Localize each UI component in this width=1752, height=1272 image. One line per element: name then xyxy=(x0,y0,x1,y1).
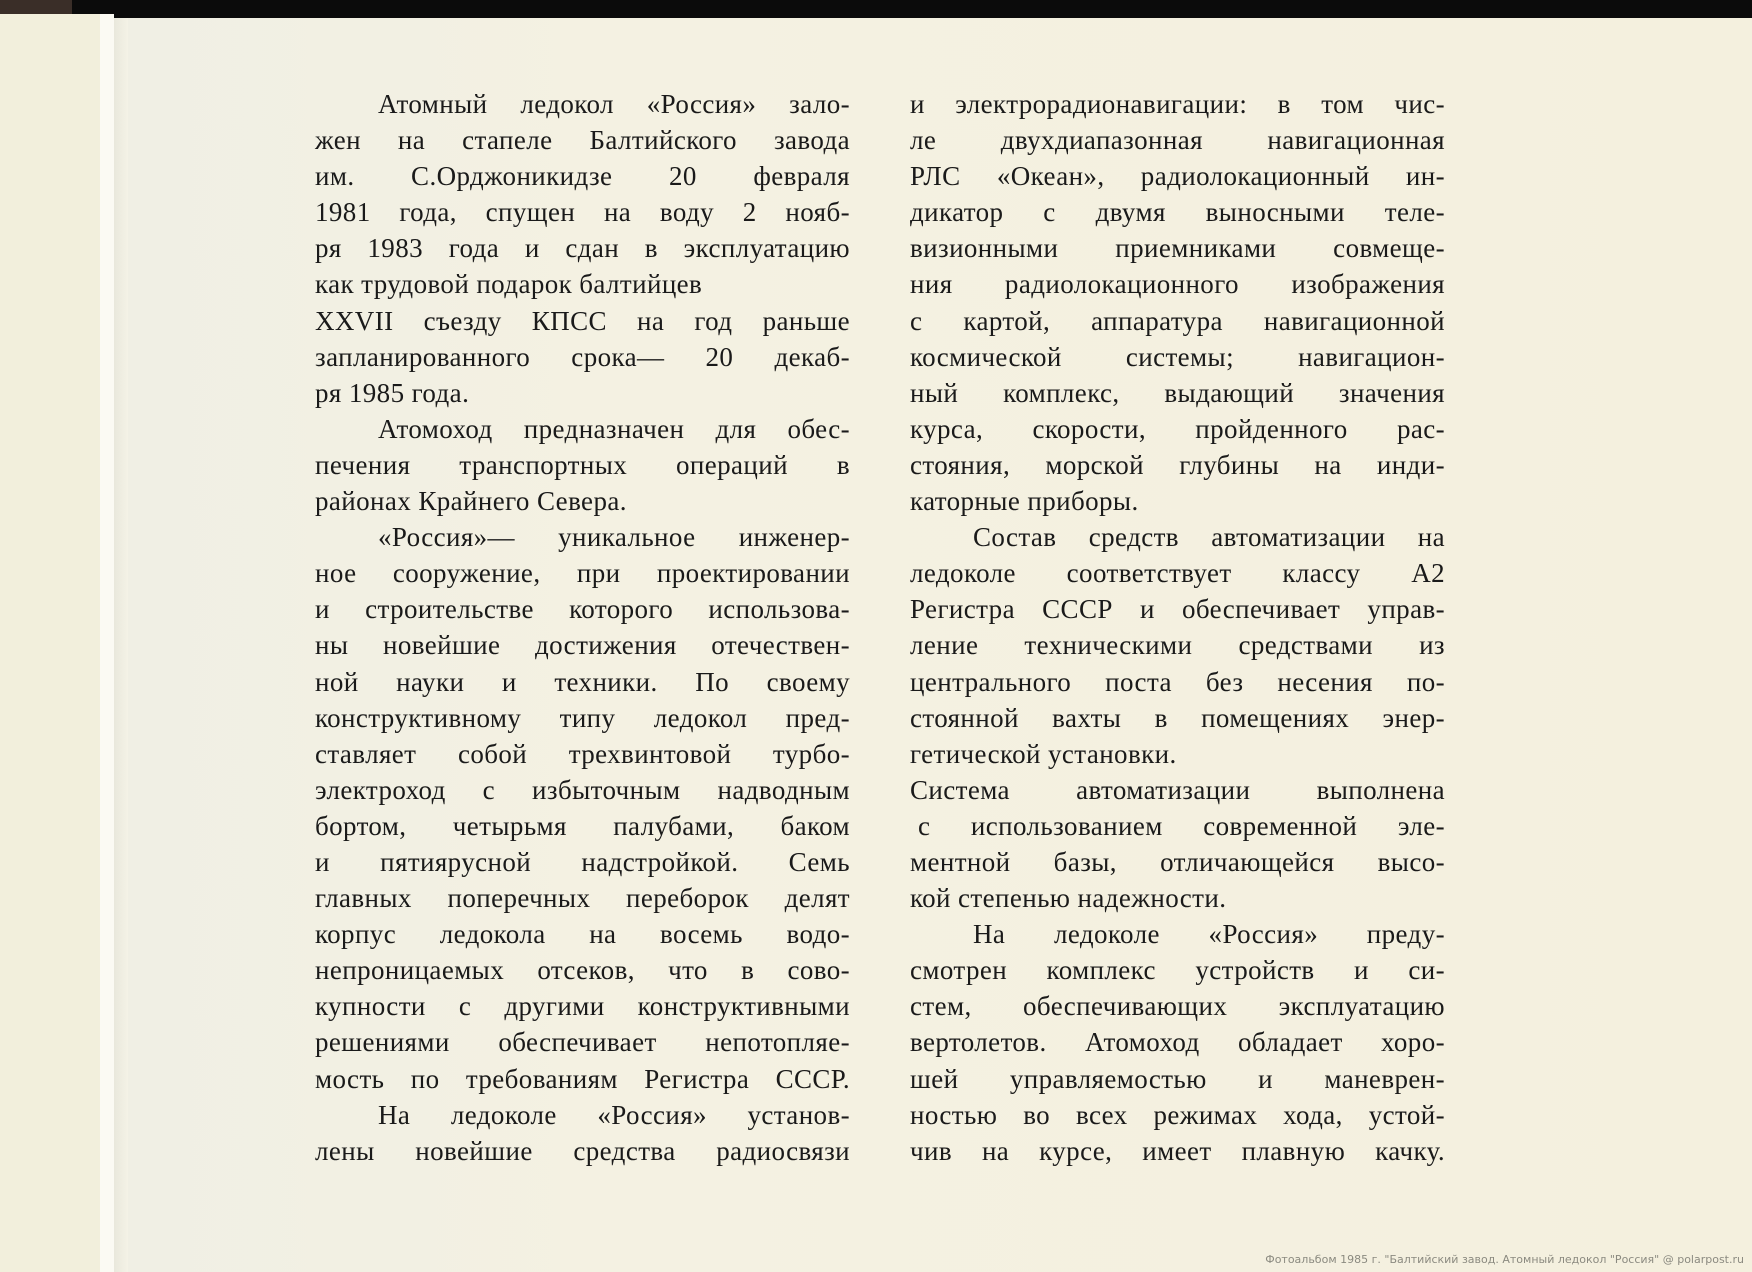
page-edge-highlight xyxy=(100,14,114,1272)
text-line: как трудовой подарок балтийцев xyxy=(315,269,703,300)
text-line: Атомоход предназначен для обес- xyxy=(378,413,850,444)
text-line: Система автоматизации выполнена xyxy=(910,774,1445,805)
text-line: ный комплекс, выдающий значения xyxy=(910,377,1445,408)
book-cover-edge xyxy=(0,0,72,14)
text-line: каторные приборы. xyxy=(910,486,1139,517)
text-line: стоянной вахты в помещениях энер- xyxy=(910,702,1445,733)
text-line: и электрорадионавигации: в том чис- xyxy=(910,89,1445,119)
text-line: им. С.Орджоникидзе 20 февраля xyxy=(315,161,850,192)
text-line: ной науки и техники. По своему xyxy=(315,666,850,697)
text-line: ле двухдиапазонная навигационная xyxy=(910,125,1445,156)
text-line: На ледоколе «Россия» установ- xyxy=(378,1099,850,1130)
text-line: купности с другими конструктивными xyxy=(315,991,850,1022)
text-line: ледоколе соответствует классу А2 xyxy=(910,558,1445,589)
text-line: РЛС «Океан», радиолокационный ин- xyxy=(910,161,1445,192)
text-line: запланированного срока— 20 декаб- xyxy=(315,341,850,372)
left-page-edge xyxy=(0,14,110,1272)
text-line: и строительстве которого использова- xyxy=(315,594,850,625)
text-line: ря 1985 года. xyxy=(315,377,470,408)
text-line: Состав средств автоматизации на xyxy=(973,522,1445,553)
text-line: печения транспортных операций в xyxy=(315,449,850,480)
text-line: дикатор с двумя выносными теле- xyxy=(910,197,1445,228)
text-line: и пятиярусной надстройкой. Семь xyxy=(315,846,850,877)
text-line: стем, обеспечивающих эксплуатацию xyxy=(910,991,1445,1022)
gutter-shadow xyxy=(114,18,128,1272)
text-line: Атомный ледокол «Россия» зало- xyxy=(378,89,850,119)
text-line: кой степенью надежности. xyxy=(910,883,1227,914)
text-line: ны новейшие достижения отечествен- xyxy=(315,630,850,661)
scan-top-border xyxy=(0,0,1752,18)
text-line: с картой, аппаратура навигационной xyxy=(910,305,1445,336)
text-line: ния радиолокационного изображения xyxy=(910,269,1445,300)
text-line: лены новейшие средства радиосвязи xyxy=(315,1135,850,1166)
text-line: районах Крайнего Севера. xyxy=(315,486,627,517)
text-line: ставляет собой трехвинтовой турбо- xyxy=(315,738,850,769)
text-line: На ледоколе «Россия» преду- xyxy=(973,919,1445,950)
text-line: ление техническими средствами из xyxy=(910,630,1445,661)
text-column-left xyxy=(315,86,850,1169)
text-column-right xyxy=(910,86,1445,1169)
text-line: XXVII съезду КПСС на год раньше xyxy=(315,305,850,336)
text-line: вертолетов. Атомоход обладает хоро- xyxy=(910,1027,1445,1058)
text-line: электроход с избыточным надводным xyxy=(315,774,850,805)
text-line: чив на курсе, имеет плавную качку. xyxy=(910,1135,1445,1166)
text-line: с использованием современной эле- xyxy=(918,810,1445,841)
text-line: ментной базы, отличающейся высо- xyxy=(910,846,1445,877)
text-line: «Россия»— уникальное инженер- xyxy=(378,522,850,553)
text-line: смотрен комплекс устройств и си- xyxy=(910,955,1445,986)
scan-credit-footer: Фотоальбом 1985 г. "Балтийский завод. Атомный ледокол "Россия" @ polarpost.ru xyxy=(1265,1253,1744,1266)
text-line: жен на стапеле Балтийского завода xyxy=(315,125,850,156)
text-line: мость по требованиям Регистра СССР. xyxy=(315,1063,850,1094)
text-line: главных поперечных переборок делят xyxy=(315,883,850,914)
text-line: ное сооружение, при проектировании xyxy=(315,558,850,589)
text-line: центрального поста без несения по- xyxy=(910,666,1445,697)
text-line: визионными приемниками совмеще- xyxy=(910,233,1445,264)
text-line: ностью во всех режимах хода, устой- xyxy=(910,1099,1445,1130)
text-line: Регистра СССР и обеспечивает управ- xyxy=(910,594,1445,625)
text-line: 1981 года, спущен на воду 2 нояб- xyxy=(315,197,850,228)
text-line: курса, скорости, пройденного рас- xyxy=(910,413,1445,444)
text-line: стояния, морской глубины на инди- xyxy=(910,449,1445,480)
text-line: гетической установки. xyxy=(910,738,1177,769)
text-line: бортом, четырьмя палубами, баком xyxy=(315,810,850,841)
text-line: корпус ледокола на восемь водо- xyxy=(315,919,850,950)
text-line: ря 1983 года и сдан в эксплуатацию xyxy=(315,233,850,264)
text-line: решениями обеспечивает непотопляе- xyxy=(315,1027,850,1058)
text-line: конструктивному типу ледокол пред- xyxy=(315,702,850,733)
text-line: непроницаемых отсеков, что в сово- xyxy=(315,955,850,986)
text-line: космической системы; навигацион- xyxy=(910,341,1445,372)
text-line: шей управляемостью и маневрен- xyxy=(910,1063,1445,1094)
